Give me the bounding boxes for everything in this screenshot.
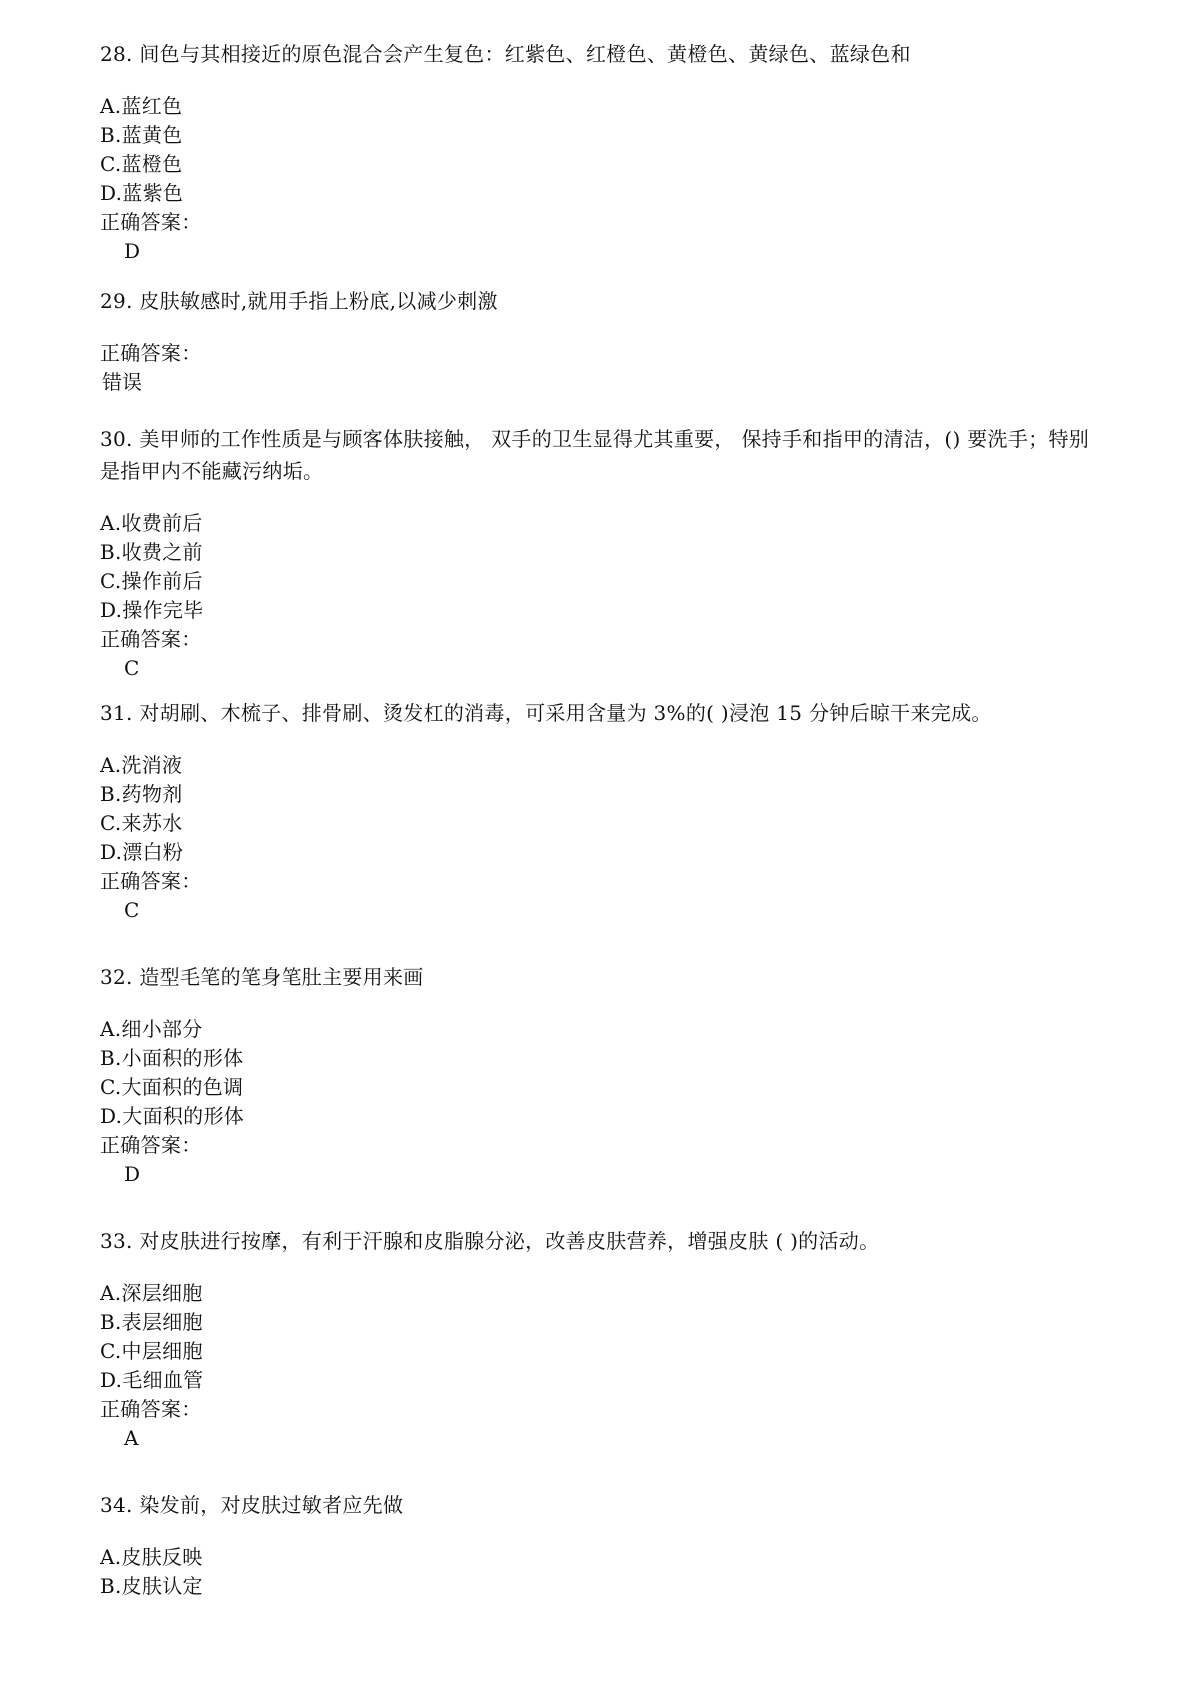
- option-a: A.蓝红色: [100, 94, 183, 118]
- option-b: B.表层细胞: [100, 1310, 203, 1334]
- option-list: [100, 1279, 1100, 1395]
- option-d: D.大面积的形体: [100, 1104, 245, 1128]
- answer-label: 正确答案：: [100, 869, 202, 893]
- option-b: B.药物剂: [100, 782, 183, 806]
- option-c: C.来苏水: [100, 811, 183, 835]
- option-b: B.小面积的形体: [100, 1046, 244, 1070]
- answer-value: C: [124, 656, 140, 680]
- answer-label: 正确答案：: [100, 1397, 202, 1421]
- question-stem: 34. 染发前，对皮肤过敏者应先做: [100, 1493, 404, 1517]
- question-34: [100, 1489, 1100, 1601]
- option-list: [100, 1015, 1100, 1131]
- option-list: [100, 509, 1100, 625]
- answer-label: 正确答案：: [100, 627, 202, 651]
- question-stem: 30. 美甲师的工作性质是与顾客体肤接触， 双手的卫生显得尤其重要， 保持手和指甲的清洁，() 要洗手；特别是指甲内不能藏污纳垢。: [100, 427, 1090, 483]
- option-a: A.收费前后: [100, 511, 203, 535]
- question-stem: 29. 皮肤敏感时,就用手指上粉底,以减少刺激: [100, 289, 498, 313]
- option-list: [100, 751, 1100, 867]
- option-c: C.大面积的色调: [100, 1075, 244, 1099]
- question-29: [100, 285, 1100, 397]
- answer-value: 错误: [102, 370, 142, 394]
- answer-value: D: [124, 1162, 141, 1186]
- option-b: B.收费之前: [100, 540, 203, 564]
- question-stem: 31. 对胡刷、木梳子、排骨刷、烫发杠的消毒，可采用含量为 3%的( )浸泡 15 分钟后晾干来完成。: [100, 701, 992, 725]
- option-list: [100, 1543, 1100, 1601]
- option-list: [100, 92, 1100, 208]
- answer-value: A: [124, 1426, 139, 1450]
- option-c: C.蓝橙色: [100, 152, 183, 176]
- question-28: [100, 38, 1100, 266]
- option-b: B.皮肤认定: [100, 1574, 203, 1598]
- option-a: A.皮肤反映: [100, 1545, 203, 1569]
- answer-value: D: [124, 239, 141, 263]
- answer-label: 正确答案：: [100, 341, 202, 365]
- question-31: [100, 697, 1100, 925]
- option-c: C.中层细胞: [100, 1339, 203, 1363]
- question-30: [100, 423, 1100, 683]
- option-a: A.洗消液: [100, 753, 183, 777]
- question-stem: 28. 间色与其相接近的原色混合会产生复色：红紫色、红橙色、黄橙色、黄绿色、蓝绿色和: [100, 42, 911, 66]
- question-33: [100, 1225, 1100, 1453]
- option-d: D.毛细血管: [100, 1368, 204, 1392]
- answer-label: 正确答案：: [100, 210, 202, 234]
- answer-value: C: [124, 898, 140, 922]
- option-c: C.操作前后: [100, 569, 203, 593]
- question-stem: 32. 造型毛笔的笔身笔肚主要用来画: [100, 965, 424, 989]
- question-stem: 33. 对皮肤进行按摩，有利于汗腺和皮脂腺分泌，改善皮肤营养，增强皮肤 ( )的活动。: [100, 1229, 880, 1253]
- question-32: [100, 961, 1100, 1189]
- option-d: D.漂白粉: [100, 840, 184, 864]
- answer-label: 正确答案：: [100, 1133, 202, 1157]
- option-a: A.深层细胞: [100, 1281, 203, 1305]
- option-a: A.细小部分: [100, 1017, 203, 1041]
- option-d: D.操作完毕: [100, 598, 204, 622]
- option-b: B.蓝黄色: [100, 123, 183, 147]
- option-d: D.蓝紫色: [100, 181, 184, 205]
